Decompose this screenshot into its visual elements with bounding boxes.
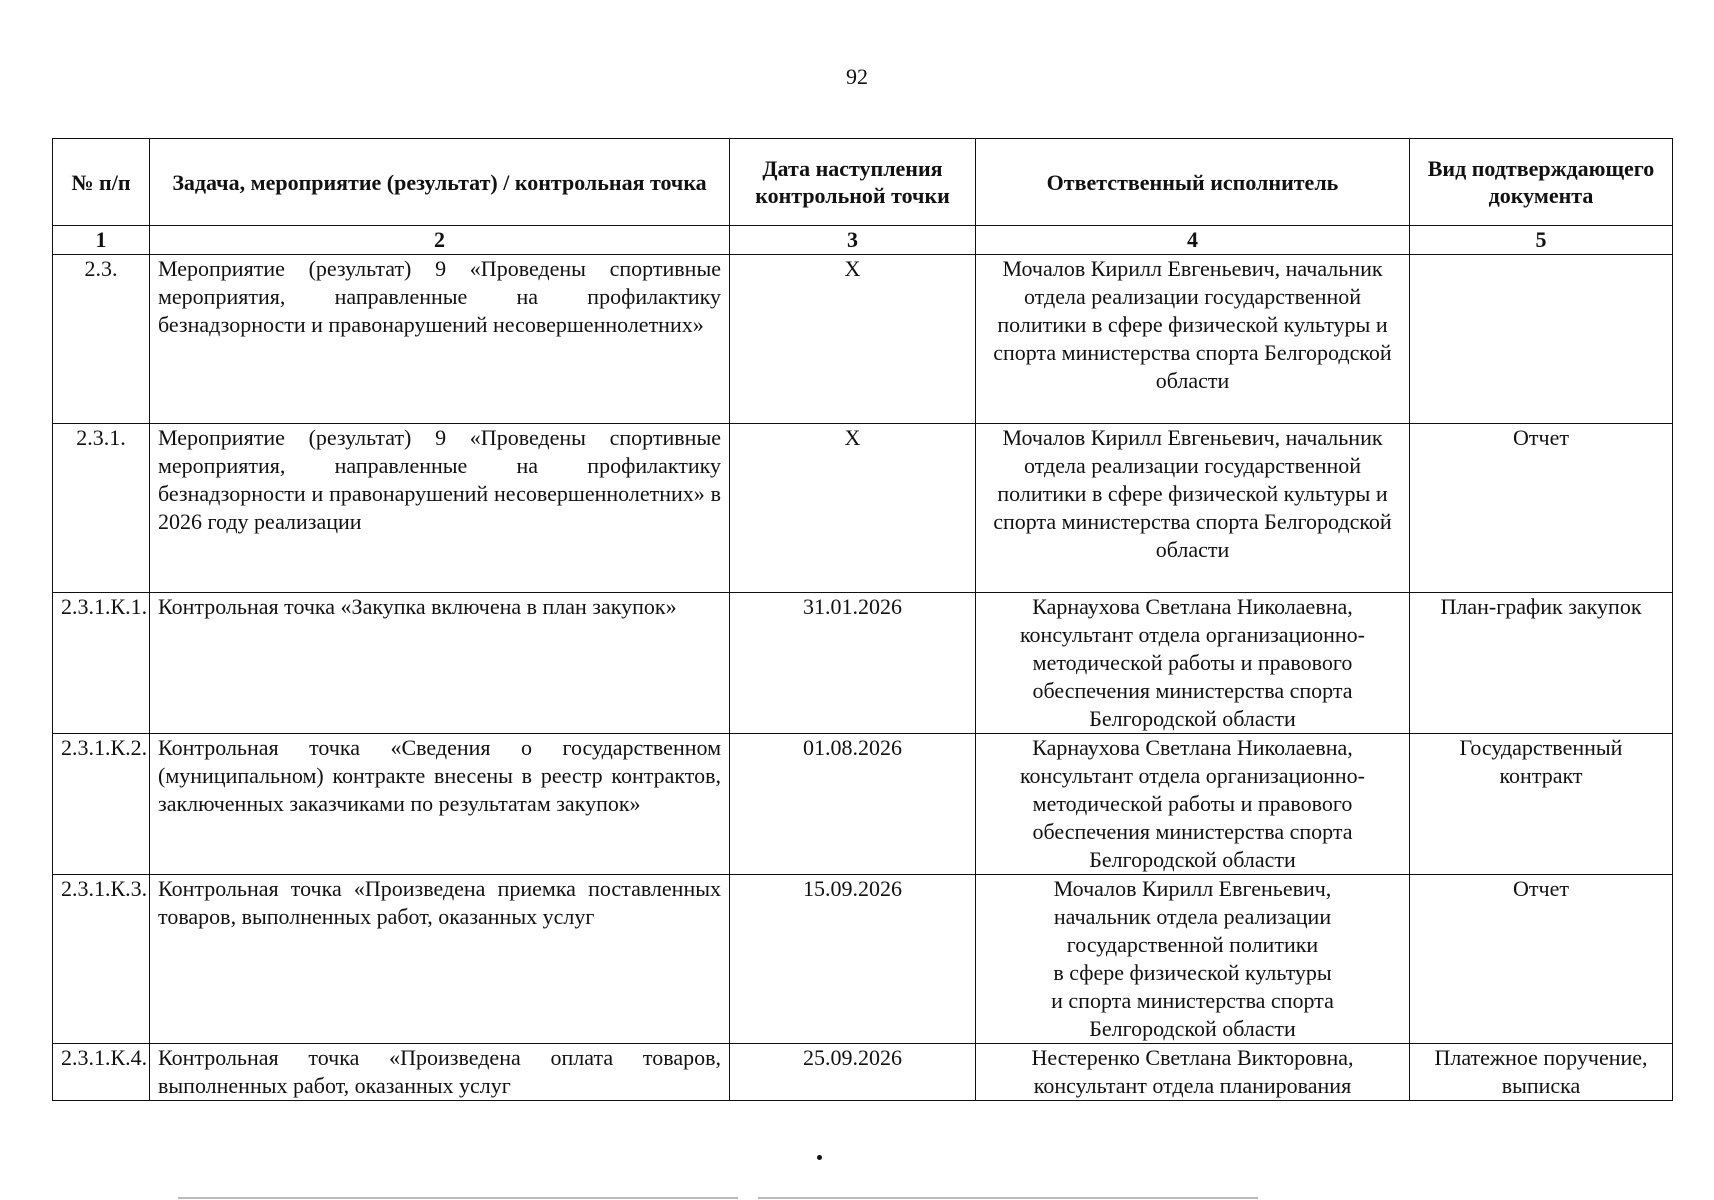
row-date: 15.09.2026	[730, 875, 976, 1044]
row-date: 01.08.2026	[730, 734, 976, 875]
row-number: 2.3.1.К.1.	[53, 593, 150, 734]
row-responsible-text: Нестеренко Светлана Викторовна, консультант отдела планирования	[1031, 1045, 1354, 1098]
scan-dot	[817, 1155, 822, 1160]
row-date: X	[730, 255, 976, 424]
table-header-row	[53, 139, 1673, 226]
row-task: Мероприятие (результат) 9 «Проведены спортивные мероприятия, направленные на профилактику безнадзорности и правонарушений несовершеннолетних» в 2026 году реализации	[150, 424, 730, 593]
row-number: 2.3.1.	[53, 424, 150, 593]
row-document: Государственный контракт	[1410, 734, 1673, 875]
table-row	[53, 875, 1673, 1044]
column-number: 5	[1410, 226, 1673, 255]
row-responsible: Мочалов Кирилл Евгеньевич, начальник отдела реализации государственной политики в сфере физической культуры и спорта министерства спорта Белгородской области	[976, 424, 1410, 593]
row-responsible: Карнаухова Светлана Николаевна, консультант отдела организационно-методической работы и правового обеспечения министерства спорта Белгородской области	[976, 593, 1410, 734]
row-responsible	[976, 875, 1410, 1044]
page-number: 92	[846, 64, 868, 89]
row-date: 31.01.2026	[730, 593, 976, 734]
row-responsible: Мочалов Кирилл Евгеньевич, начальник отдела реализации государственной политики в сфере физической культуры и спорта министерства спорта Белгородской области	[976, 255, 1410, 424]
responsible-line: и спорта министерства спорта	[1051, 988, 1334, 1013]
row-document: Отчет	[1410, 424, 1673, 593]
row-task	[150, 1044, 730, 1101]
bottom-rule	[758, 1197, 1258, 1199]
row-task: Контрольная точка «Закупка включена в план закупок»	[150, 593, 730, 734]
column-number: 3	[730, 226, 976, 255]
row-number: 2.3.	[53, 255, 150, 424]
header-task: Задача, мероприятие (результат) / контрольная точка	[150, 139, 730, 226]
table-row	[53, 424, 1673, 593]
row-number: 2.3.1.К.3.	[53, 875, 150, 1044]
row-document-text: Платежное поручение, выписка	[1434, 1045, 1648, 1098]
row-task-text: Контрольная точка «Произведена оплата товаров, выполненных работ, оказанных услуг	[158, 1045, 721, 1098]
row-task: Контрольная точка «Сведения о государственном (муниципальном) контракте внесены в реестр контрактов, заключенных заказчиками по результатам закупок»	[150, 734, 730, 875]
row-responsible	[976, 1044, 1410, 1101]
row-number: 2.3.1.К.2.	[53, 734, 150, 875]
row-document	[1410, 255, 1673, 424]
column-number: 1	[53, 226, 150, 255]
table-row	[53, 255, 1673, 424]
row-task: Мероприятие (результат) 9 «Проведены спортивные мероприятия, направленные на профилактику безнадзорности и правонарушений несовершеннолетних»	[150, 255, 730, 424]
table-row	[53, 1044, 1673, 1101]
row-date: X	[730, 424, 976, 593]
header-date: Дата наступления контрольной точки	[730, 139, 976, 226]
bottom-rule	[178, 1197, 738, 1199]
row-responsible: Карнаухова Светлана Николаевна, консультант отдела организационно-методической работы и правового обеспечения министерства спорта Белгородской области	[976, 734, 1410, 875]
column-number: 4	[976, 226, 1410, 255]
row-date: 25.09.2026	[730, 1044, 976, 1101]
table-row	[53, 734, 1673, 875]
row-document: Отчет	[1410, 875, 1673, 1044]
row-document	[1410, 1044, 1673, 1101]
table-row	[53, 593, 1673, 734]
row-number: 2.3.1.К.4.	[53, 1044, 150, 1101]
row-document: План-график закупок	[1410, 593, 1673, 734]
row-task: Контрольная точка «Произведена приемка поставленных товаров, выполненных работ, оказанных услуг	[150, 875, 730, 1044]
responsible-line: государственной политики	[1066, 932, 1319, 957]
responsible-line: Белгородской области	[1089, 1016, 1296, 1041]
header-document: Вид подтверждающего документа	[1410, 139, 1673, 226]
column-number-row	[53, 226, 1673, 255]
header-responsible: Ответственный исполнитель	[976, 139, 1410, 226]
header-number: № п/п	[53, 139, 150, 226]
control-points-table	[52, 138, 1673, 1101]
responsible-line: начальник отдела реализации	[1053, 904, 1332, 929]
responsible-line: Мочалов Кирилл Евгеньевич,	[1053, 876, 1332, 901]
responsible-line: в сфере физической культуры	[1053, 960, 1332, 985]
column-number: 2	[150, 226, 730, 255]
